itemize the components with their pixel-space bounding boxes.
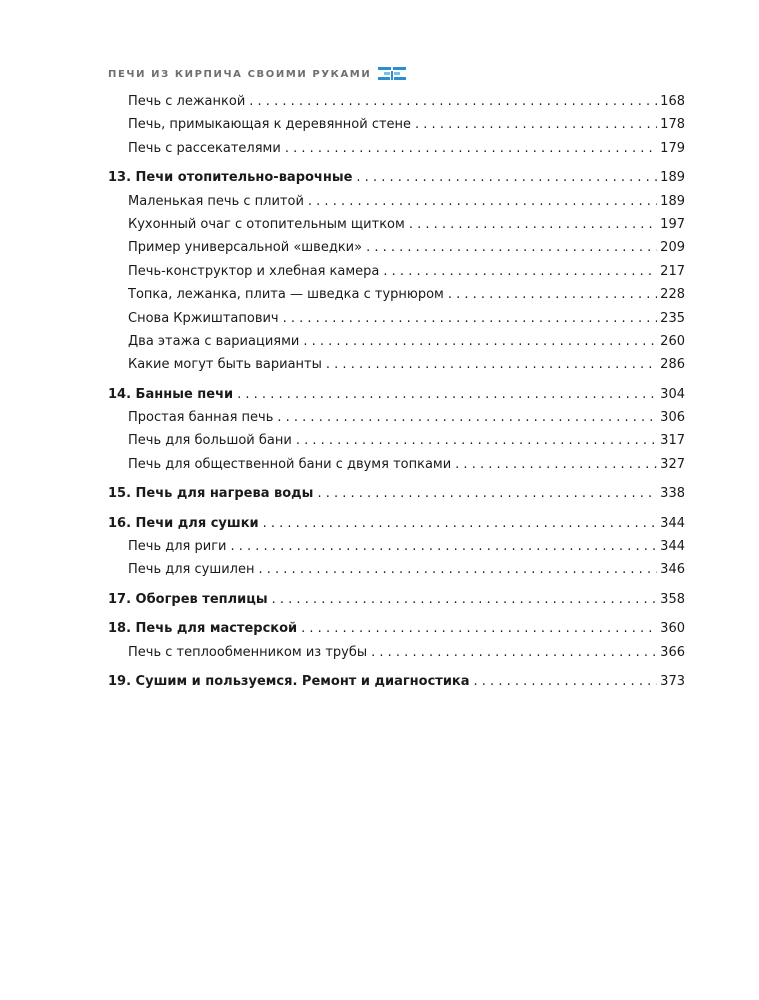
dot-leader [272,588,658,611]
toc-page-number: 217 [660,263,685,279]
toc-section-entry[interactable] [108,90,685,113]
toc-entry-title: Снова Кржиштапович [128,310,279,326]
toc-section-entry[interactable] [108,641,685,664]
toc-page-number: 228 [660,287,685,303]
toc-page-number: 346 [660,562,685,578]
toc-entry-title: Кухонный очаг с отопительным щитком [128,216,405,232]
dot-leader [308,190,657,213]
toc-entry-title: Печь с теплообменником из трубы [128,644,368,660]
dot-leader [277,406,657,429]
toc-chapter-entry[interactable] [108,512,685,535]
toc-page-number: 168 [660,94,685,109]
toc-page-number: 327 [660,456,685,472]
toc-entry-title: Пример универсальной «шведки» [128,240,363,256]
toc-page-number: 235 [660,310,685,326]
toc-page-number: 260 [660,333,685,349]
toc-chapter-entry[interactable] [108,166,685,189]
toc-entry-title: Маленькая печь с плитой [128,193,304,209]
toc-entry-title: Какие могут быть варианты [128,357,322,373]
toc-page-number: 344 [660,539,685,555]
toc-chapter-entry[interactable] [108,482,685,505]
dot-leader [474,670,658,693]
toc-entry-title: Печь для большой бани [128,433,292,449]
toc-section-entry[interactable] [108,453,685,476]
toc-entry-title: 17. Обогрев теплицы [108,591,268,607]
toc-entry-title: Печь для риги [128,539,227,555]
toc-entry-title: 15. Печь для нагрева воды [108,486,314,502]
dot-leader [415,113,657,136]
toc-page-number: 366 [660,644,685,660]
toc-entry-title: Печь для общественной бани с двумя топками [128,456,452,472]
dot-leader [303,330,657,353]
toc-section-entry[interactable] [108,190,685,213]
toc-entry-title: Печь для сушилен [128,562,255,578]
dot-leader [285,137,657,160]
toc-entry-title: 13. Печи отопительно-варочные [108,170,353,186]
toc-entry-title: 19. Сушим и пользуемся. Ремонт и диагностика [108,673,470,689]
toc-page-number: 360 [660,621,685,637]
toc-entry-title: Простая банная печь [128,410,274,426]
toc-page-number: 189 [660,170,685,186]
toc-section-entry[interactable] [108,236,685,259]
dot-leader [409,213,657,236]
toc-entry-title: Печь с рассекателями [128,140,281,156]
toc-entry-title: Топка, лежанка, плита — шведка с турнюром [128,287,444,303]
dot-leader [249,90,657,113]
toc-section-entry[interactable] [108,137,685,160]
toc-page-number: 286 [660,357,685,373]
dot-leader [296,429,657,452]
dot-leader [356,166,657,189]
toc-page-number: 373 [660,673,685,689]
toc-section-entry[interactable] [108,429,685,452]
toc-page-number: 306 [660,410,685,426]
dot-leader [263,512,658,535]
toc-entry-title: Печь, примыкающая к деревянной стене [128,117,412,133]
toc-page-number: 304 [660,386,685,402]
toc-entry-title: 18. Печь для мастерской [108,621,298,637]
toc-page-number: 189 [660,193,685,209]
toc-section-entry[interactable] [108,213,685,236]
toc-entry-title: 14. Банные печи [108,386,234,402]
toc-page-number: 317 [660,433,685,449]
toc-section-entry[interactable] [108,283,685,306]
toc-entry-title: Два этажа с вариациями [128,333,300,349]
toc-section-entry[interactable] [108,307,685,330]
toc-section-entry[interactable] [108,330,685,353]
toc-section-entry[interactable] [108,113,685,136]
toc-chapter-entry[interactable] [108,670,685,693]
toc-page-number: 338 [660,486,685,502]
toc-section-entry[interactable] [108,260,685,283]
dot-leader [301,617,657,640]
dot-leader [448,283,657,306]
toc-page-number: 358 [660,591,685,607]
toc-chapter-entry[interactable] [108,588,685,611]
toc-page-number: 179 [660,140,685,156]
toc-section-entry[interactable] [108,535,685,558]
toc-page-number: 209 [660,240,685,256]
dot-leader [317,482,657,505]
toc-entry-title: Печь-конструктор и хлебная камера [128,263,380,279]
running-title: ПЕЧИ ИЗ КИРПИЧА СВОИМИ РУКАМИ [108,68,372,80]
dot-leader [230,535,657,558]
dot-leader [455,453,657,476]
dot-leader [259,558,658,581]
dot-leader [283,307,658,330]
toc-section-entry[interactable] [108,558,685,581]
table-of-contents [108,90,685,693]
toc-chapter-entry[interactable] [108,383,685,406]
toc-chapter-entry[interactable] [108,617,685,640]
brick-logo-icon [378,66,406,82]
toc-section-entry[interactable] [108,406,685,429]
toc-page-number: 197 [660,216,685,232]
toc-section-entry[interactable] [108,353,685,376]
toc-entry-title: Печь с лежанкой [128,94,246,109]
dot-leader [366,236,657,259]
dot-leader [371,641,657,664]
dot-leader [326,353,657,376]
dot-leader [383,260,657,283]
toc-page-number: 178 [660,117,685,133]
toc-entry-title: 16. Печи для сушки [108,515,259,531]
toc-page-number: 344 [660,515,685,531]
running-header [108,66,406,82]
dot-leader [237,383,657,406]
